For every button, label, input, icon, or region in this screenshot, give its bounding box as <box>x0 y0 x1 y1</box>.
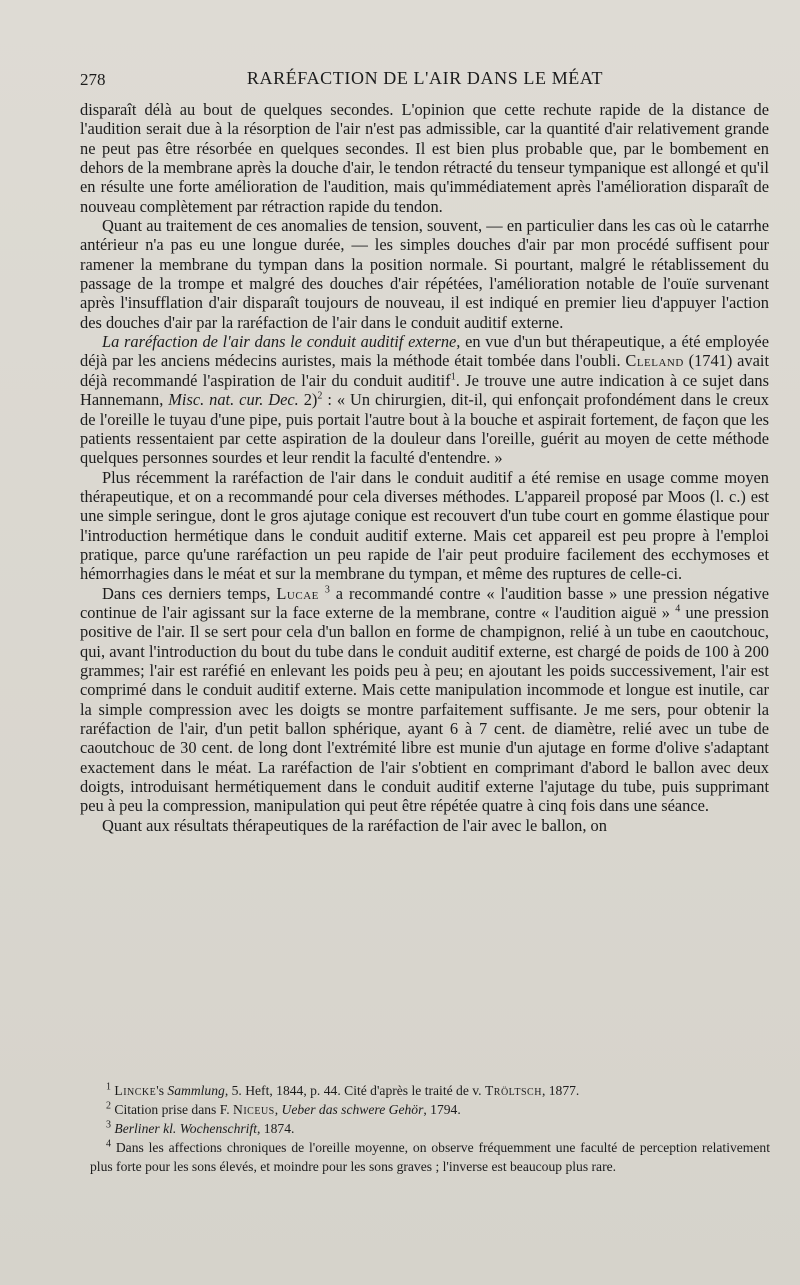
footnote-3 <box>90 1119 770 1138</box>
footnote-1-text-c: , 1877. <box>541 1083 580 1098</box>
paragraph-3-italic: La raréfaction de l'air dans le conduit auditif externe, <box>102 332 461 352</box>
paragraph-3-text-c: . Je trouve une autre indication à ce sujet dans Hannemann, <box>80 370 769 410</box>
footnotes <box>90 1081 770 1176</box>
footnote-3-text-c: , 1874. <box>257 1121 295 1136</box>
footnote-2-author: Niceus <box>233 1102 275 1117</box>
footnote-1-author: Tröltsch <box>484 1083 542 1098</box>
paragraph-5-text-b: a recommandé contre « l'audition basse » une pression négative continue de l'air agissant sur la face externe de la membrane, contre « l'audition aiguë » <box>80 583 769 622</box>
running-title: RARÉFACTION DE L'AIR DANS LE MÉAT <box>246 68 604 88</box>
paragraph-3-text-d: 2) <box>298 390 318 410</box>
footnote-1-title: Sammlung <box>167 1083 225 1098</box>
paragraph-4: Plus récemment la raréfaction de l'air dans le conduit auditif a été remise en usage comme moyen thérapeutique, et on a recommandé pour cela diverses méthodes. L'appareil proposé par Moos (l. c.) est une simple seringue, dont le gros ajutage conique est recouvert d'un tube court en gomme élastique pour l'introduction hermétique dans le conduit auditif externe. Mais cet appareil est peu propre à l'emploi pratique, parce qu'une raréfaction un peu rapide de l'air peut produire facilement des ecchymoses et hémorrhagies dans le méat et sur la membrane du tympan, et même des ruptures de celle-ci. <box>80 467 769 584</box>
footnote-ref-4: 4 <box>675 603 681 615</box>
footnote-2-text-c: , 1794. <box>423 1102 461 1117</box>
page-header <box>80 66 770 94</box>
footnote-2-text-b: , <box>274 1102 282 1117</box>
paragraph-3-text-a: en vue d'un but thérapeutique, a été employée déjà par les anciens médecins auristes, mais la méthode était tombée dans l'oubli. <box>80 332 769 371</box>
footnote-2-text-a: Citation prise dans F. <box>114 1102 234 1117</box>
author-lucae: Lucae <box>276 583 319 603</box>
paragraph-1: disparaît délà au bout de quelques secondes. L'opinion que cette rechute rapide de la distance de l'audition serait due à la résorption de l'air n'est pas admissible, car la quantité d'air relativement grande ne peut pas être résorbée en quelques secondes. Il est bien plus probable que, par le bombement en dehors de la membrane après la douche d'air, le tendon rétracté du tenseur tympanique est allongé et qu'il en résulte une forte amélioration de l'audition, mais qu'immédiatement après l'amélioration disparaît de nouveau complètement par rétraction rapide du tendon. <box>80 100 769 216</box>
author-cleland: Cleland <box>625 351 684 371</box>
footnote-1-number: 1 <box>106 1081 111 1093</box>
footnote-1-text-a: 's <box>156 1083 168 1098</box>
footnote-4-number: 4 <box>106 1138 111 1150</box>
body-text <box>80 100 769 835</box>
paragraph-3-text-b: (1741) avait déjà recommandé l'aspiration de l'air du conduit auditif <box>80 351 770 390</box>
paragraph-3-text-e: : « Un chirurgien, dit-il, qui enfonçait profondément dans le creux de l'oreille le tuyau d'une pipe, puis portait l'autre bout à la bouche et aspirait fortement, de façon que les patients ressentaient par cette aspiration de la douleur dans l'oreille, guérit au moyen de cette méthode quelques personnes sourdes et leur rendit la faculté d'entendre. » <box>80 390 769 468</box>
paragraph-5 <box>80 584 769 816</box>
paragraph-6: Quant aux résultats thérapeutiques de la raréfaction de l'air avec le ballon, on <box>102 815 607 835</box>
footnote-2-number: 2 <box>106 1100 111 1112</box>
footnote-ref-2: 2 <box>317 390 323 402</box>
paragraph-5-text-c: une pression positive de l'air. Il se sert pour cela d'un ballon en forme de champignon, relié à un tube en caoutchouc, qui, avant l'introduction du bout du tube dans le conduit auditif externe, est chargé de poids de 100 à 200 grammes; l'air est raréfié en enlevant les poids peu à peu; en ajoutant les poids successivement, l'air est comprimé dans le conduit auditif externe. Mais cette manipulation incommode et longue est inutile, car la simple compression avec les doigts se montre parfaitement suffisante. Je me sers, pour obtenir la raréfaction de l'air, d'un petit ballon sphérique, ayant 6 à 7 cent. de diamètre, relié avec un tube de caoutchouc de 30 cent. de long dont l'extrémité libre est munie d'un ajutage en forme d'olive s'adaptant exactement dans le méat. La raréfaction de l'air s'obtient en comprimant d'abord le ballon avec deux doigts, introduisant hermétiquement dans le conduit auditif externe l'ajutage du tube, puis supprimant peu à peu la compression, manipulation qui peut être répétée quatre à cinq fois dans une séance. <box>80 602 769 816</box>
footnote-2 <box>90 1100 770 1119</box>
paragraph-2: Quant au traitement de ces anomalies de tension, souvent, — en particulier dans les cas où le catarrhe antérieur n'a pas eu une longue durée, — les simples douches d'air par mon procédé suffisent pour ramener la membrane du tympan dans la position normale. Si pourtant, malgré le rétablissement du passage de la trompe et malgré des douches d'air répétées, l'amélioration notable de l'ouïe survenant après l'insufflation d'air disparaît toujours de nouveau, il est indiqué en premier lieu d'appuyer l'action des douches d'air par la raréfaction de l'air dans le conduit auditif externe. <box>80 216 769 332</box>
footnote-3-title: Berliner kl. Wochenschrift <box>114 1121 257 1136</box>
footnote-3-number: 3 <box>106 1119 111 1131</box>
paragraph-5-text-a: Dans ces derniers temps, <box>102 583 277 603</box>
footnote-ref-1: 1 <box>450 371 456 383</box>
footnote-4-text: Dans les affections chroniques de l'oreille moyenne, on observe fréquemment une faculté de perception relativement plus forte pour les sons élevés, et moindre pour les sons graves ; l'inverse est beaucoup plus rare. <box>90 1140 770 1174</box>
footnote-ref-3: 3 <box>324 584 330 596</box>
footnote-1-name: Lincke <box>114 1083 157 1098</box>
footnote-1-text-b: , 5. Heft, 1844, p. 44. Cité d'après le traité de v. <box>224 1083 485 1098</box>
paragraph-3-misc: Misc. nat. cur. Dec. <box>168 390 299 410</box>
page-number: 278 <box>80 70 106 89</box>
footnote-1 <box>90 1081 770 1100</box>
paragraph-3 <box>80 332 769 467</box>
footnote-4 <box>90 1138 770 1176</box>
footnote-2-title: Ueber das schwere Gehör <box>281 1102 424 1117</box>
